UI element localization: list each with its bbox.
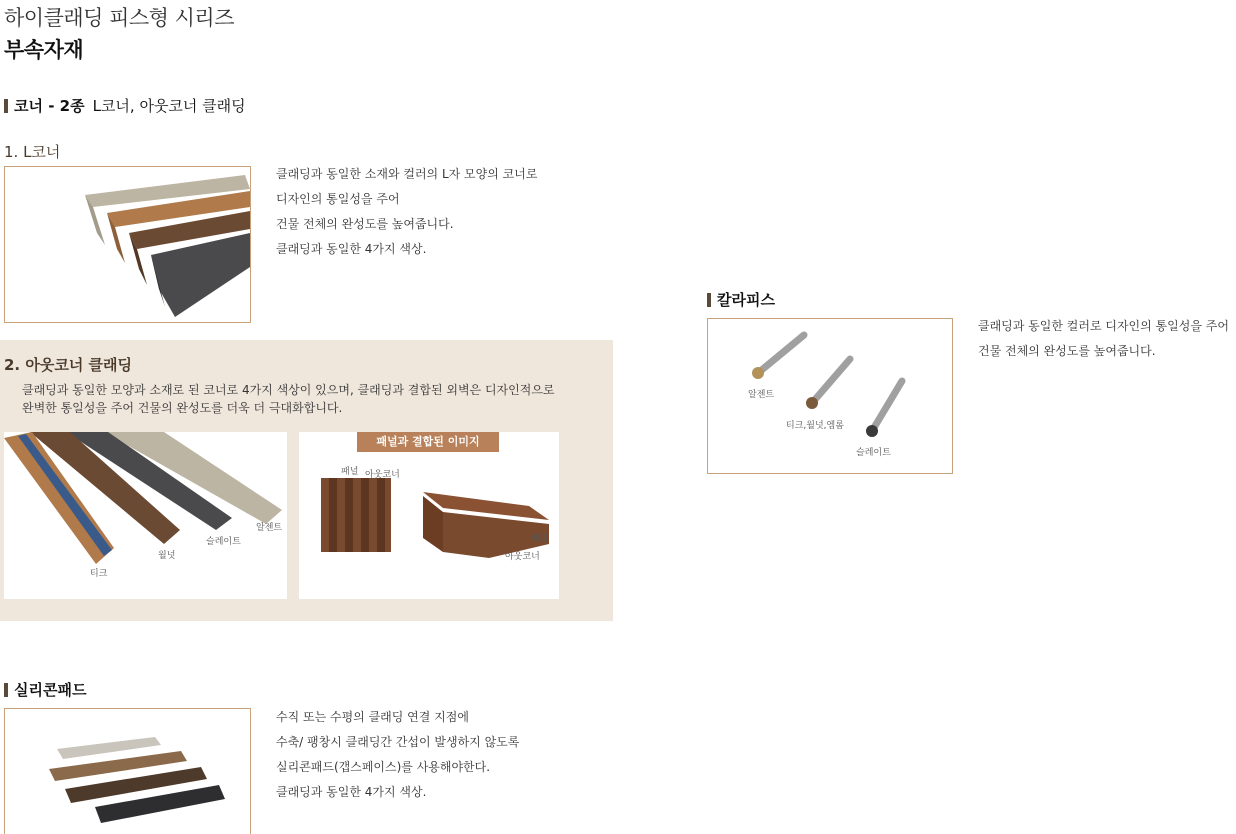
- heading-bar-icon: [4, 683, 8, 697]
- out-corner-line-2: 완벽한 통일성을 주어 건물의 완성도를 더욱 더 극대화합니다.: [22, 401, 343, 415]
- color-label-slate: 슬레이트: [206, 537, 241, 547]
- combined-label-panel-1: 패널: [341, 467, 359, 477]
- out-corner-description: [22, 381, 555, 417]
- corner-section-heading: [4, 95, 246, 116]
- heading-bar-icon: [707, 293, 711, 307]
- l-corner-illustration: [5, 167, 250, 322]
- corner-heading-bold: 코너 - 2종: [14, 97, 85, 115]
- silicone-line-2: 수축/ 팽창시 클래딩간 간섭이 발생하지 않도록: [276, 735, 520, 749]
- screw-line-1: 클래딩과 동일한 컬러로 디자인의 통일성을 주어: [978, 319, 1229, 333]
- silicone-line-1: 수직 또는 수평의 클래딩 연결 지점에: [276, 710, 469, 724]
- l-corner-image: [4, 166, 251, 323]
- l-corner-line-2: 디자인의 통일성을 주어: [276, 192, 400, 206]
- combined-panel-illustration: [299, 432, 559, 599]
- silicone-section-heading: [4, 679, 94, 700]
- silicone-image: [4, 708, 251, 834]
- screw-label-argent: 알젠트: [748, 390, 775, 400]
- out-corner-block: [0, 340, 613, 621]
- silicone-heading: 실리콘패드: [14, 681, 87, 699]
- color-label-argent: 알젠트: [256, 523, 283, 533]
- out-corner-title: 2. 아웃코너 클래딩: [4, 356, 133, 374]
- screw-illustration: [708, 319, 952, 473]
- screw-heading: 칼라피스: [717, 291, 775, 309]
- combined-label-outcorner-1: 아웃코너: [365, 470, 400, 480]
- screw-description: [978, 314, 1229, 364]
- l-corner-description: [276, 162, 537, 262]
- out-corner-colors-image: [4, 432, 287, 599]
- silicone-line-4: 클래딩과 동일한 4가지 색상.: [276, 785, 427, 799]
- color-label-teak: 티크: [90, 569, 108, 579]
- screw-label-slate: 슬레이트: [856, 448, 891, 458]
- l-corner-line-4: 클래딩과 동일한 4가지 색상.: [276, 242, 427, 256]
- combined-panel-image: [299, 432, 559, 599]
- screw-image: [707, 318, 953, 474]
- series-title: 하이클래딩 피스형 시리즈: [4, 6, 234, 30]
- silicone-illustration: [5, 709, 250, 834]
- l-corner-line-3: 건물 전체의 완성도를 높여줍니다.: [276, 217, 454, 231]
- l-corner-title: 1. L코너: [4, 143, 61, 161]
- combined-label-outcorner-2: 아웃코너: [505, 552, 540, 562]
- heading-bar-icon: [4, 99, 8, 113]
- screw-label-teak-walnut: 티크,월넛,엠롬: [786, 421, 844, 431]
- screw-section-heading: [707, 289, 783, 310]
- page-title: 부속자재: [4, 38, 84, 62]
- color-label-walnut: 월넛: [158, 551, 176, 561]
- combined-label-panel-2: 패널: [531, 534, 549, 544]
- silicone-description: [276, 705, 519, 805]
- out-corner-colors-illustration: [4, 432, 287, 599]
- screw-line-2: 건물 전체의 완성도를 높여줍니다.: [978, 344, 1156, 358]
- silicone-line-3: 실리콘패드(갭스페이스)를 사용해야한다.: [276, 760, 491, 774]
- corner-heading-rest: L코너, 아웃코너 클래딩: [92, 97, 246, 115]
- combined-banner: 패널과 결합된 이미지: [357, 432, 499, 452]
- out-corner-line-1: 클래딩과 동일한 모양과 소재로 된 코너로 4가지 색상이 있으며, 클래딩과 결합된 외벽은 디자인적으로: [22, 383, 555, 397]
- l-corner-line-1: 클래딩과 동일한 소재와 컬러의 L자 모양의 코너로: [276, 167, 538, 181]
